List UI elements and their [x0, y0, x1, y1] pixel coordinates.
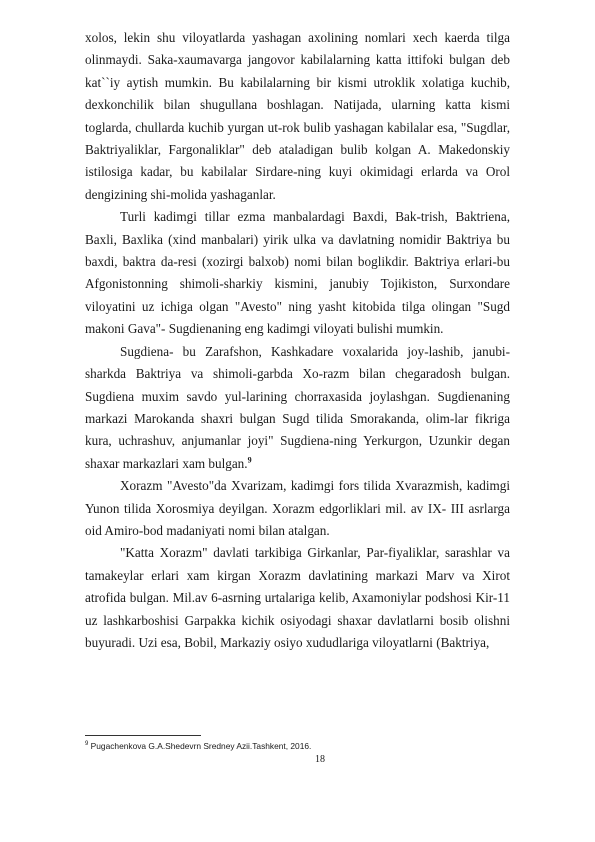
paragraph-2: Turli kadimgi tillar ezma manbalardagi Baxdi, Bak-trish, Baktriena, Baxli, Baxlika (xind manbalari) yirik ulka va davlatning nomidir Baktriya bu baxdi, baktra da-resi (xozirgi balxob) nomi bilan boglikdir. Baktriya erlari-bu Afgonistonning shimoli-sharkiy kismini, janubiy Tojikiston, Surxondare viloyatini uz ichiga olgan "Avesto" ning yasht kitobida tilga olingan "Sugd makoni Gava"- Sugdienaning eng kadimgi viloyati bulishi mumkin. — [85, 209, 510, 337]
footnote — [85, 741, 510, 752]
page-number: 18 — [315, 754, 325, 765]
footnote-number: 9 — [85, 741, 89, 748]
footnote-text: Pugachenkova G.A.Shedevrn Sredney Azii.Tashkent, 2016. — [90, 741, 312, 751]
footnote-reference[interactable]: 9 — [247, 455, 252, 465]
paragraph-3 — [85, 341, 510, 475]
paragraph-5: "Katta Xorazm" davlati tarkibiga Girkanlar, Par-fiyaliklar, sarashlar va tamakeylar erlari xam kirgan Xorazm davlatining markazi Marv va Xirot atrofida bulgan. Mil.av 6-asrning urtalariga kelib, Axamoniylar podshosi Kir-11 uz lashkarboshisi Garpakka kichik osiyodagi shaxar davlatlarni bosib olishni buyuradi. Uzi esa, Bobil, Markaziy osiyo xududlariga viloyatlarni (Baktriya, — [85, 545, 510, 650]
footnote-divider — [85, 735, 201, 736]
paragraph-4: Xorazm "Avesto"da Xvarizam, kadimgi fors tilida Xvarazmish, kadimgi Yunon tilida Xorosmiya deyilgan. Xorazm edgorliklari mil. av IX- III asrlarga oid Amiro-bod madaniyati nomi bilan atalgan. — [85, 478, 510, 538]
body-text — [85, 27, 510, 654]
paragraph-1: xolos, lekin shu viloyatlarda yashagan axolining nomlari xech kaerda tilga olinmaydi. Saka-xaumavarga jangovor kabilalarning katta ittifoki bulgan deb kat``iy aytish mumkin. Bu kabilalarning bir kismi utroklik xolatiga kuchib, dexkonchilik bilan shugullana boshlagan. Natijada, ularning katta kismi toglarda, chullarda kuchib yurgan ut-rok bulib yashagan kabilalar esa, "Sugdlar, Baktriyaliklar, Fargonaliklar" deb ataladigan bulib kolgan A. Makedonskiy istilosiga kadar, bu kabilalar Sirdare-ning kuyi okimidagi erlarda va Orol dengizining shi-molida yashaganlar. — [85, 30, 510, 202]
paragraph-3-text: Sugdiena- bu Zarafshon, Kashkadare voxalarida joy-lashib, janubi-sharkda Baktriya va shimoli-garbda Xo-razm bilan chegaradosh bulgan. Sugdiena muxim savdo yul-larining chorraxasida joylashgan. Sugdienaning markazi Marokanda shaxri bulgan Sugd tilida Smorakanda, olim-lar fikriga kura, uchrashuv, anjumanlar joyi" Sugdiena-ning Yerkurgon, Uzunkir degan shaxar markazlari xam bulgan. — [85, 343, 510, 471]
